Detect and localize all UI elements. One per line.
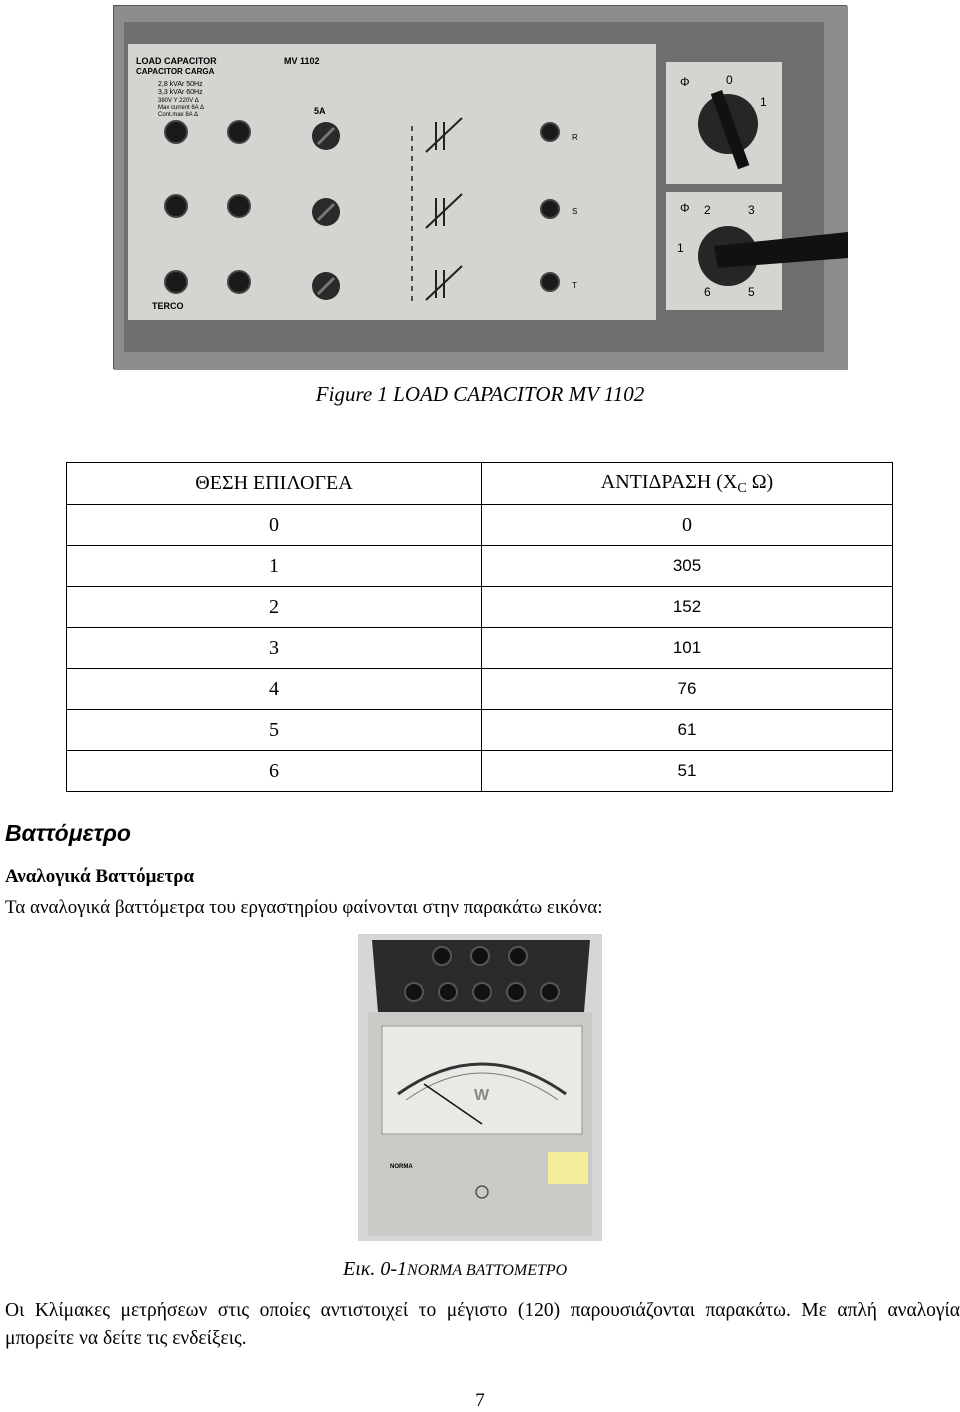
switch1-phi: Φ — [680, 75, 690, 89]
meter-brand: NORMA — [390, 1164, 413, 1170]
table-row — [67, 751, 893, 792]
reactance-table — [66, 462, 893, 792]
table-header-row — [67, 463, 893, 505]
fuse-label: 5A — [314, 106, 326, 116]
switch1-1: 1 — [760, 95, 767, 109]
switch2-phi: Φ — [680, 201, 690, 215]
reactance-cell: 152 — [482, 587, 893, 628]
front-panel — [128, 44, 656, 320]
phase-s-label: S — [572, 207, 578, 216]
table-row — [67, 628, 893, 669]
switch2-1: 1 — [677, 241, 684, 255]
panel-spec: 2,8 kVAr 50Hz — [158, 81, 203, 88]
switch2-6: 6 — [704, 285, 711, 299]
page-number: 7 — [475, 1390, 485, 1411]
panel-title: LOAD CAPACITOR — [136, 56, 217, 66]
table-row — [67, 505, 893, 546]
phase-r-label: R — [572, 133, 578, 142]
position-cell: 1 — [67, 546, 482, 587]
reactance-cell: 305 — [482, 546, 893, 587]
meter-face — [382, 1026, 582, 1134]
table-row — [67, 546, 893, 587]
position-cell: 2 — [67, 587, 482, 628]
panel-model: MV 1102 — [284, 56, 320, 66]
figure2-caption: Εικ. 0-1NORMA ΒΑΤΤΟΜΕΤΡΟ — [343, 1258, 568, 1280]
table-row — [67, 587, 893, 628]
figure1-caption: Figure 1 LOAD CAPACITOR MV 1102 — [315, 382, 645, 406]
wattmeter-photo — [358, 934, 602, 1241]
position-cell: 3 — [67, 628, 482, 669]
panel-spec: Cont.max 8A Δ — [158, 112, 199, 118]
position-cell: 5 — [67, 710, 482, 751]
panel-spec: 3,3 kVAr 60Hz — [158, 89, 203, 96]
reactance-cell: 51 — [482, 751, 893, 792]
reactance-cell: 0 — [482, 505, 893, 546]
meter-letter: W — [474, 1087, 490, 1104]
header-reactance: ΑΝΤΙΔΡΑΣΗ ($X_C$ Ω) — [482, 463, 893, 505]
panel-subtitle: CAPACITOR CARGA — [136, 67, 215, 76]
switch2-3: 3 — [748, 203, 755, 217]
label-sticker — [548, 1152, 588, 1184]
brand-label: TERCO — [152, 301, 184, 311]
switch2-2: 2 — [704, 203, 711, 217]
panel-spec: Max current 6A Δ — [158, 105, 205, 111]
position-cell: 4 — [67, 669, 482, 710]
table-row — [67, 710, 893, 751]
intro-text: Τα αναλογικά βαττόμετρα του εργαστηρίου φαίνονται στην παρακάτω εικόνα: — [5, 897, 603, 918]
panel-spec: 380V Y 220V Δ — [158, 98, 199, 104]
reactance-cell: 101 — [482, 628, 893, 669]
body-paragraph: Οι Κλίμακες μετρήσεων στις οποίες αντιστοιχεί το μέγιστο (120) παρουσιάζονται παρακάτω. Με απλή αναλογία μπορείτε να δείτε τις ενδείξεις. — [5, 1300, 960, 1349]
section-heading: Βαττόμετρο — [5, 820, 131, 846]
position-cell: 0 — [67, 505, 482, 546]
position-cell: 6 — [67, 751, 482, 792]
phase-t-label: T — [572, 281, 577, 290]
subsection-heading: Αναλογικά Βαττόμετρα — [5, 866, 195, 887]
table-row — [67, 669, 893, 710]
switch1-0: 0 — [726, 73, 733, 87]
header-position: ΘΕΣΗ ΕΠΙΛΟΓΕΑ — [67, 463, 482, 505]
load-capacitor-photo — [113, 5, 847, 369]
reactance-cell: 76 — [482, 669, 893, 710]
reactance-cell: 61 — [482, 710, 893, 751]
switch2-5: 5 — [748, 285, 755, 299]
